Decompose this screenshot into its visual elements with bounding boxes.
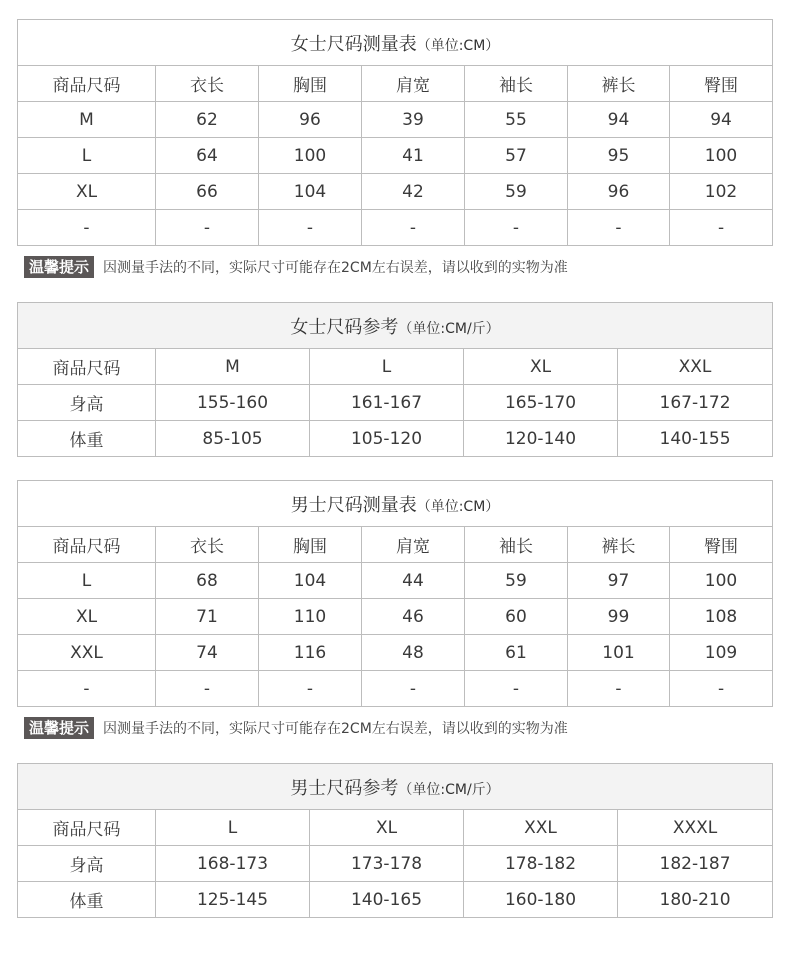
table-cell: - (259, 671, 362, 707)
table-cell: 96 (259, 102, 362, 138)
table-cell: 体重 (18, 421, 156, 457)
warm-tip-badge: 温馨提示 (24, 717, 94, 739)
women-size-reference (17, 302, 773, 457)
table-cell: L (18, 563, 156, 599)
men-size-chart-unit: （单位:CM） (416, 498, 500, 515)
table-cell: 100 (670, 563, 773, 599)
table-row (18, 846, 773, 882)
table-cell: 97 (568, 563, 670, 599)
header-cell: 胸围 (259, 66, 362, 102)
table-cell: 140-165 (310, 882, 464, 918)
table-cell: - (465, 671, 568, 707)
men-size-chart-title: 男士尺码测量表 (290, 494, 417, 516)
table-row (18, 102, 773, 138)
table-cell: 94 (568, 102, 670, 138)
header-cell: XL (464, 349, 618, 385)
header-cell: XXL (464, 810, 618, 846)
table-row (18, 138, 773, 174)
table-cell: 109 (670, 635, 773, 671)
table-cell: 182-187 (618, 846, 773, 882)
table-cell: - (670, 671, 773, 707)
table-cell: 116 (259, 635, 362, 671)
men-ref-unit: （单位:CM/斤） (398, 781, 500, 798)
table-cell: 48 (362, 635, 465, 671)
table-cell: 104 (259, 563, 362, 599)
table-cell: 59 (465, 563, 568, 599)
table-cell: 99 (568, 599, 670, 635)
women-size-chart-unit: （单位:CM） (416, 37, 500, 54)
table-row (18, 671, 773, 707)
header-cell: 裤长 (568, 527, 670, 563)
table-cell: 95 (568, 138, 670, 174)
table-cell: 105-120 (310, 421, 464, 457)
header-cell: 商品尺码 (18, 527, 156, 563)
men-size-chart (17, 480, 773, 707)
table-cell: 41 (362, 138, 465, 174)
women-ref-title: 女士尺码参考 (290, 316, 399, 338)
table-cell: - (362, 210, 465, 246)
header-cell: 臀围 (670, 527, 773, 563)
table-cell: 155-160 (156, 385, 310, 421)
table-cell: 167-172 (618, 385, 773, 421)
table-row (18, 174, 773, 210)
table-row (18, 421, 773, 457)
table-cell: 94 (670, 102, 773, 138)
table-cell: 173-178 (310, 846, 464, 882)
table-cell: 160-180 (464, 882, 618, 918)
men-ref-header-row (18, 810, 773, 846)
table-row (18, 599, 773, 635)
women-ref-unit: （单位:CM/斤） (398, 320, 500, 337)
table-cell: 46 (362, 599, 465, 635)
warm-tip-text: 因测量手法的不同，实际尺寸可能存在2CM左右误差，请以收到的实物为准 (103, 260, 568, 276)
table-cell: 61 (465, 635, 568, 671)
table-cell: 96 (568, 174, 670, 210)
header-cell: 商品尺码 (18, 810, 156, 846)
table-cell: 108 (670, 599, 773, 635)
table-cell: XL (18, 174, 156, 210)
header-cell: 商品尺码 (18, 66, 156, 102)
header-cell: L (310, 349, 464, 385)
table-cell: 身高 (18, 846, 156, 882)
table-cell: - (465, 210, 568, 246)
table-cell: 身高 (18, 385, 156, 421)
table-cell: 74 (156, 635, 259, 671)
header-cell: 衣长 (156, 527, 259, 563)
table-cell: 42 (362, 174, 465, 210)
table-cell: 39 (362, 102, 465, 138)
header-cell: 商品尺码 (18, 349, 156, 385)
header-cell: 臀围 (670, 66, 773, 102)
table-cell: XL (18, 599, 156, 635)
table-cell: 71 (156, 599, 259, 635)
header-cell: 肩宽 (362, 66, 465, 102)
women-ref-header-row (18, 349, 773, 385)
table-row (18, 210, 773, 246)
warm-tip-note (24, 717, 568, 739)
table-cell: - (568, 210, 670, 246)
table-cell: M (18, 102, 156, 138)
table-cell: - (259, 210, 362, 246)
table-cell: - (362, 671, 465, 707)
warm-tip-text: 因测量手法的不同，实际尺寸可能存在2CM左右误差，请以收到的实物为准 (103, 721, 568, 737)
header-cell: L (156, 810, 310, 846)
table-cell: 体重 (18, 882, 156, 918)
header-cell: XXXL (618, 810, 773, 846)
table-cell: - (18, 210, 156, 246)
table-cell: 44 (362, 563, 465, 599)
table-cell: 101 (568, 635, 670, 671)
women-size-chart-title: 女士尺码测量表 (290, 33, 417, 55)
table-cell: - (568, 671, 670, 707)
table-cell: 59 (465, 174, 568, 210)
table-cell: - (18, 671, 156, 707)
table-cell: - (156, 671, 259, 707)
table-cell: 102 (670, 174, 773, 210)
table-cell: - (670, 210, 773, 246)
table-cell: 68 (156, 563, 259, 599)
header-cell: 肩宽 (362, 527, 465, 563)
women-size-chart-header-row (18, 66, 773, 102)
men-size-reference (17, 763, 773, 918)
table-row (18, 882, 773, 918)
table-cell: 104 (259, 174, 362, 210)
men-size-chart-header-row (18, 527, 773, 563)
women-ref-title-cell (18, 303, 773, 349)
header-cell: 胸围 (259, 527, 362, 563)
header-cell: 衣长 (156, 66, 259, 102)
table-cell: - (156, 210, 259, 246)
table-cell: 64 (156, 138, 259, 174)
table-cell: 161-167 (310, 385, 464, 421)
table-cell: 55 (465, 102, 568, 138)
table-cell: 165-170 (464, 385, 618, 421)
header-cell: XL (310, 810, 464, 846)
warm-tip-badge: 温馨提示 (24, 256, 94, 278)
table-cell: 57 (465, 138, 568, 174)
table-cell: 60 (465, 599, 568, 635)
table-cell: 168-173 (156, 846, 310, 882)
table-cell: 100 (259, 138, 362, 174)
table-row (18, 563, 773, 599)
table-cell: 125-145 (156, 882, 310, 918)
table-cell: 62 (156, 102, 259, 138)
header-cell: 袖长 (465, 527, 568, 563)
warm-tip-note (24, 256, 568, 278)
header-cell: XXL (618, 349, 773, 385)
men-ref-title: 男士尺码参考 (290, 777, 399, 799)
table-cell: 100 (670, 138, 773, 174)
table-cell: 85-105 (156, 421, 310, 457)
men-ref-title-cell (18, 764, 773, 810)
table-cell: XXL (18, 635, 156, 671)
table-cell: 66 (156, 174, 259, 210)
men-size-chart-title-cell (18, 481, 773, 527)
table-cell: 120-140 (464, 421, 618, 457)
women-size-chart-title-cell (18, 20, 773, 66)
table-row (18, 635, 773, 671)
table-row (18, 385, 773, 421)
table-cell: 178-182 (464, 846, 618, 882)
table-cell: 180-210 (618, 882, 773, 918)
table-cell: L (18, 138, 156, 174)
table-cell: 110 (259, 599, 362, 635)
header-cell: 袖长 (465, 66, 568, 102)
women-size-chart (17, 19, 773, 246)
header-cell: 裤长 (568, 66, 670, 102)
header-cell: M (156, 349, 310, 385)
table-cell: 140-155 (618, 421, 773, 457)
